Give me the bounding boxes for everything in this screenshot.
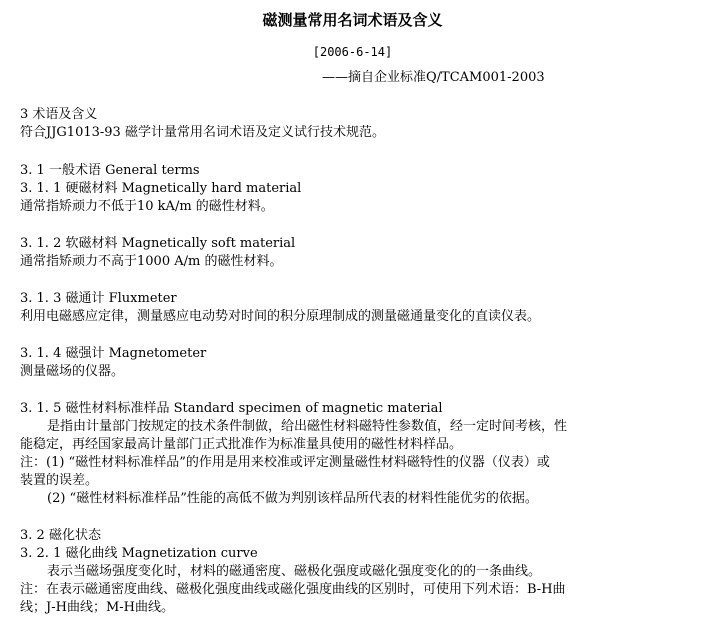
term-heading-3-1-1: 3. 1. 1 硬磁材料 Magnetically hard material [20,181,302,196]
term-heading-3-2-1: 3. 2. 1 磁化曲线 Magnetization curve [20,546,258,561]
paragraph-line: 通常指矫顽力不低于10 kA/m 的磁性材料。 [20,199,274,214]
publish-date: [2006-6-14] [312,45,393,59]
paragraph-line: 符合JJG1013-93 磁学计量常用名词术语及定义试行技术规范。 [20,125,385,140]
section-heading-3-2: 3. 2 磁化状态 [20,528,101,543]
source-note: ——摘自企业标准Q/TCAM001-2003 [322,70,545,85]
document-title: 磁测量常用名词术语及含义 [262,11,443,29]
note-line: (2) “磁性材料标准样品”性能的高低不做为判别该样品所代表的材料性能优劣的依据。 [47,491,538,506]
term-heading-3-1-3: 3. 1. 3 磁通计 Fluxmeter [20,291,177,306]
paragraph-line: 测量磁场的仪器。 [20,364,125,379]
note-line: 注：在表示磁通密度曲线、磁极化强度曲线或磁化强度曲线的区别时，可使用下列术语：B-H曲 [20,582,566,597]
paragraph-line: 利用电磁感应定律，测量感应电动势对时间的积分原理制成的测量磁通量变化的直读仪表。 [20,309,541,324]
paragraph-line: 是指由计量部门按规定的技术条件制做，给出磁性材料磁特性参数值，经一定时间考核，性 [47,419,568,434]
note-line: 线；J-H曲线；M-H曲线。 [20,600,174,615]
paragraph-line: 表示当磁场强度变化时，材料的磁通密度、磁极化强度或磁化强度变化的的一条曲线。 [47,564,542,579]
paragraph-line: 能稳定，再经国家最高计量部门正式批准作为标准量具使用的磁性材料样品。 [20,437,463,452]
section-heading-3-1: 3. 1 一般术语 General terms [20,163,200,178]
term-heading-3-1-2: 3. 1. 2 软磁材料 Magnetically soft material [20,236,296,251]
note-line: 注：(1) “磁性材料标准样品”的作用是用来校准或评定测量磁性材料磁特性的仪器（仪表）或 [20,455,550,470]
paragraph-line: 通常指矫顽力不高于1000 A/m 的磁性材料。 [20,254,283,269]
note-line: 装置的误差。 [20,473,99,488]
section-heading-3: 3 术语及含义 [20,107,98,122]
term-heading-3-1-5: 3. 1. 5 磁性材料标准样品 Standard specimen of magnetic material [20,401,443,416]
term-heading-3-1-4: 3. 1. 4 磁强计 Magnetometer [20,346,207,361]
